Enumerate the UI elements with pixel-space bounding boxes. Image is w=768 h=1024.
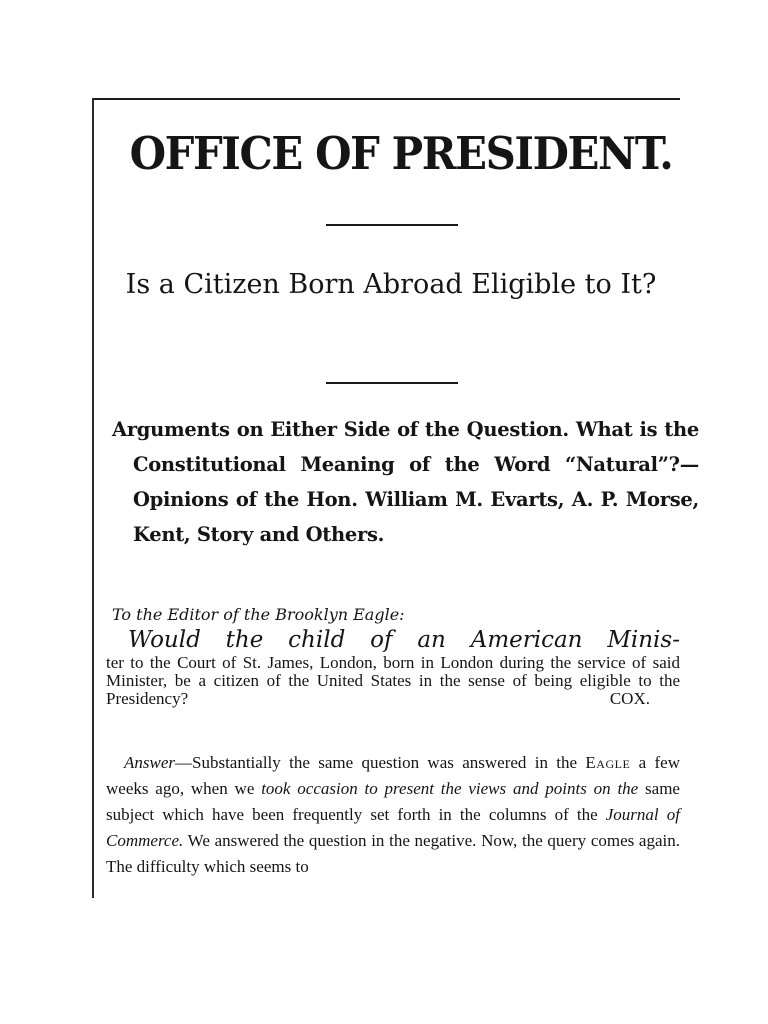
answer-paper-name: Eagle: [585, 753, 631, 772]
answer-italic-phrase: took occasion to present the views and points on the: [261, 779, 639, 798]
deck-summary: Arguments on Either Side of the Question. What is the Constitutional Meaning of the Word “Natural”?—Opinions of the Hon. William M. Evarts, A. P. Morse, Kent, Story and Others.: [112, 418, 699, 546]
answer-text-1: —Substantially the same question was answered in the: [175, 753, 586, 772]
answer-text-4: We answered the question in the negative. Now, the query comes again. The difficulty which seems to: [106, 831, 680, 876]
answer-text-2: a few weeks ago, when we: [106, 753, 681, 798]
headline: OFFICE OF PRESIDENT.: [129, 127, 673, 180]
answer-text-3: same subject which have been frequently set forth in the columns of the: [106, 779, 680, 824]
question-lead-line: Would the child of an American Minis-: [128, 627, 680, 653]
headline-divider: [326, 224, 458, 226]
left-border-rule: [92, 98, 94, 898]
question-text: ter to the Court of St. James, London, born in London during the service of said Minister, be a citizen of the United States in the sense of being eligible to the Presidency?: [106, 653, 680, 708]
newspaper-clipping: [92, 96, 699, 936]
question-signature: COX.: [609, 689, 650, 708]
question-body: [106, 654, 680, 708]
answer-label: Answer: [124, 753, 175, 772]
answer-paragraph: [106, 750, 680, 880]
subheadline-divider: [326, 382, 458, 384]
answer-journal-name: Journal of Commerce.: [106, 805, 681, 850]
subheadline: Is a Citizen Born Abroad Eligible to It?: [125, 269, 657, 300]
letter-salutation: To the Editor of the Brooklyn Eagle:: [112, 605, 405, 624]
top-border-rule: [92, 98, 680, 100]
